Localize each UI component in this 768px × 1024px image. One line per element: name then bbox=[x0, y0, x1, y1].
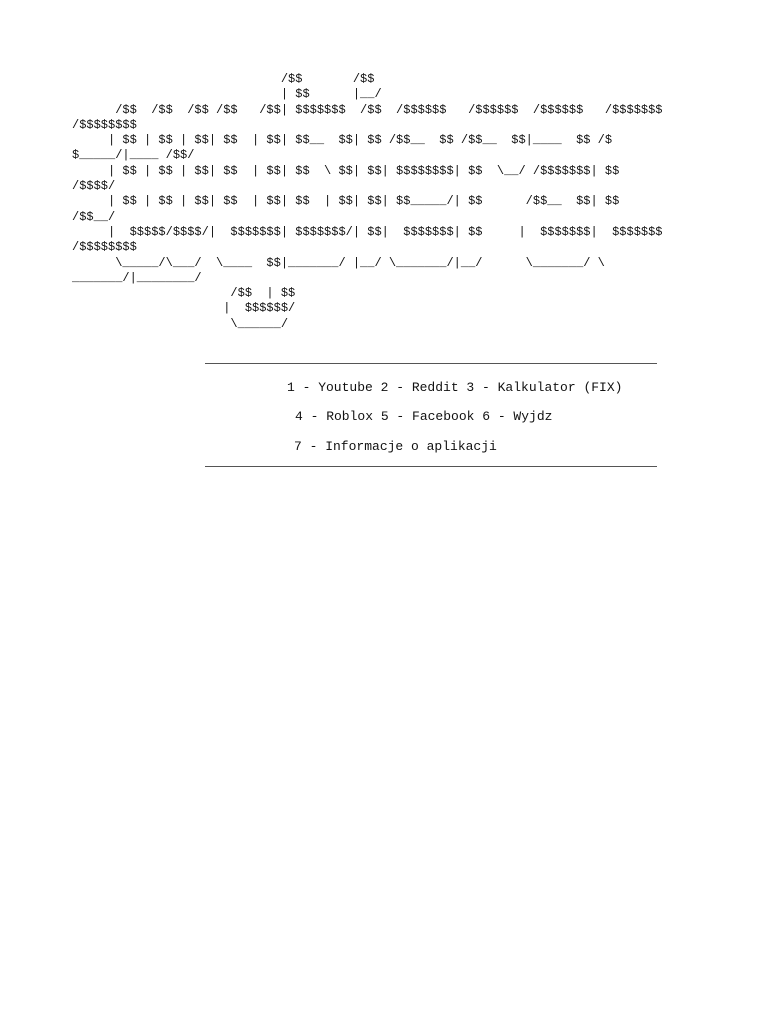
banner-line: | $$ | $$ | $$| $$ | $$| $$__ $$| $$ /$$__ $$ /$$__ $$|____ $$ /$ bbox=[72, 133, 613, 148]
banner-line: | $$ | $$ | $$| $$ | $$| $$ | $$| $$| $$_____/| $$ /$$__ $$| $$ bbox=[72, 194, 620, 209]
banner-line: _______/|________/ bbox=[72, 270, 202, 285]
banner-line: /$$$$$$$$ bbox=[72, 240, 137, 255]
banner-line: /$$ /$$ bbox=[72, 72, 375, 86]
banner-line: /$$ /$$ /$$ /$$ /$$| $$$$$$$ /$$ /$$$$$$ /$$$$$$ /$$$$$$ /$$$$$$$ bbox=[72, 102, 663, 117]
banner-line: | $$$$$/$$$$/| $$$$$$$| $$$$$$$/| $$| $$$$$$$| $$ | $$$$$$$| $$$$$$$ bbox=[72, 224, 663, 239]
banner-line: | $$$$$$/ bbox=[72, 301, 296, 316]
banner-line: /$$$$/ bbox=[72, 179, 116, 194]
banner-line: /$$ | $$ bbox=[72, 286, 296, 301]
menu-divider-bottom bbox=[205, 466, 657, 467]
menu-options-row-1: 1 - Youtube 2 - Reddit 3 - Kalkulator (FIX) bbox=[287, 380, 623, 395]
banner-line: | $$ | $$ | $$| $$ | $$| $$ \ $$| $$| $$$$$$$$| $$ \__/ /$$$$$$$| $$ bbox=[72, 163, 620, 178]
banner-line: /$$__/ bbox=[72, 209, 116, 224]
menu-options-row-3: 7 - Informacje o aplikacji bbox=[294, 439, 497, 454]
ascii-art-banner bbox=[72, 72, 712, 332]
banner-line: $_____/|____ /$$/ bbox=[72, 148, 195, 163]
banner-line: /$$$$$$$$ bbox=[72, 117, 137, 132]
menu-options-row-2: 4 - Roblox 5 - Facebook 6 - Wyjdz bbox=[295, 409, 553, 424]
banner-line: | $$ |__/ bbox=[72, 87, 382, 102]
banner-line: \_____/\___/ \____ $$|_______/ |__/ \_______/|__/ \_______/ \ bbox=[72, 255, 605, 270]
banner-line: \______/ bbox=[72, 316, 289, 331]
menu-divider-top bbox=[205, 363, 657, 364]
